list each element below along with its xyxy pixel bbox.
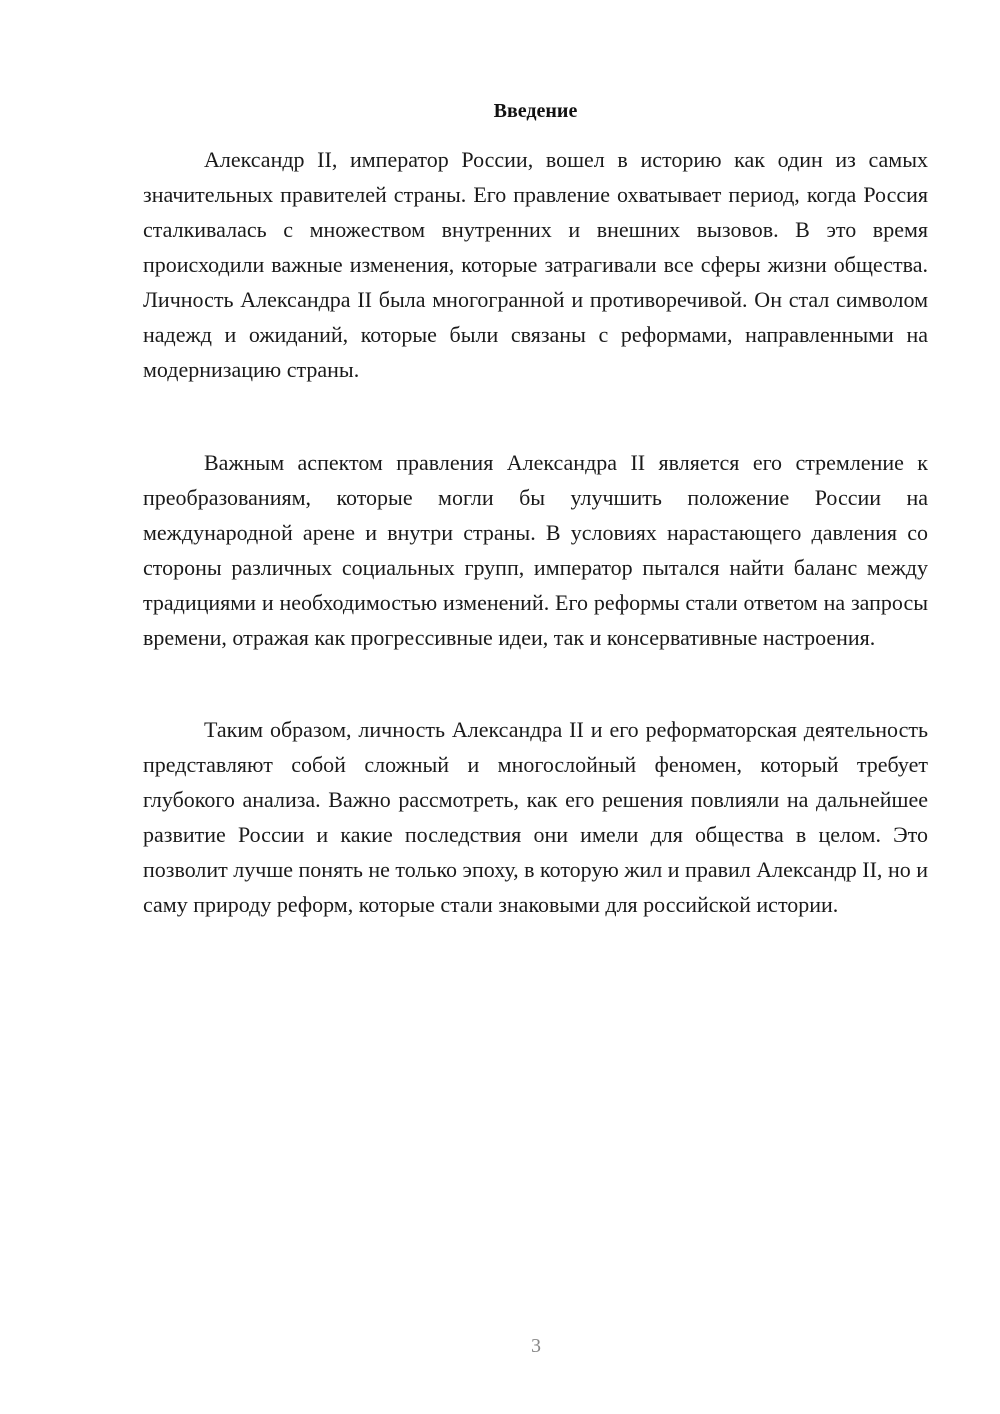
paragraph-1: Александр II, император России, вошел в историю как один из самых значительных правителей страны. Его правление охватывает период, когда Россия сталкивалась с множеством внутренних и внешних вызовов. В это время происходили важные изменения, которые затрагивали все сферы жизни общества. Личность Александра II была многогранной и противоречивой. Он стал символом надежд и ожиданий, которые были связаны с реформами, направленными на модернизацию страны. [143, 147, 928, 382]
paragraph-2: Важным аспектом правления Александра II является его стремление к преобразованиям, которые могли бы улучшить положение России на международной арене и внутри страны. В условиях нарастающего давления со стороны различных социальных групп, император пытался найти баланс между традициями и необходимостью изменений. Его реформы стали ответом на запросы времени, отражая как прогрессивные идеи, так и консервативные настроения. [143, 450, 928, 650]
paragraph-3: Таким образом, личность Александра II и его реформаторская деятельность представляют собой сложный и многослойный феномен, который требует глубокого анализа. Важно рассмотреть, как его решения повлияли на дальнейшее развитие России и какие последствия они имели для общества в целом. Это позволит лучше понять не только эпоху, в которую жил и правил Александр II, но и саму природу реформ, которые стали знаковыми для российской истории. [143, 717, 928, 917]
section-heading: Введение [493, 100, 578, 122]
page-number: 3 [531, 1335, 541, 1357]
